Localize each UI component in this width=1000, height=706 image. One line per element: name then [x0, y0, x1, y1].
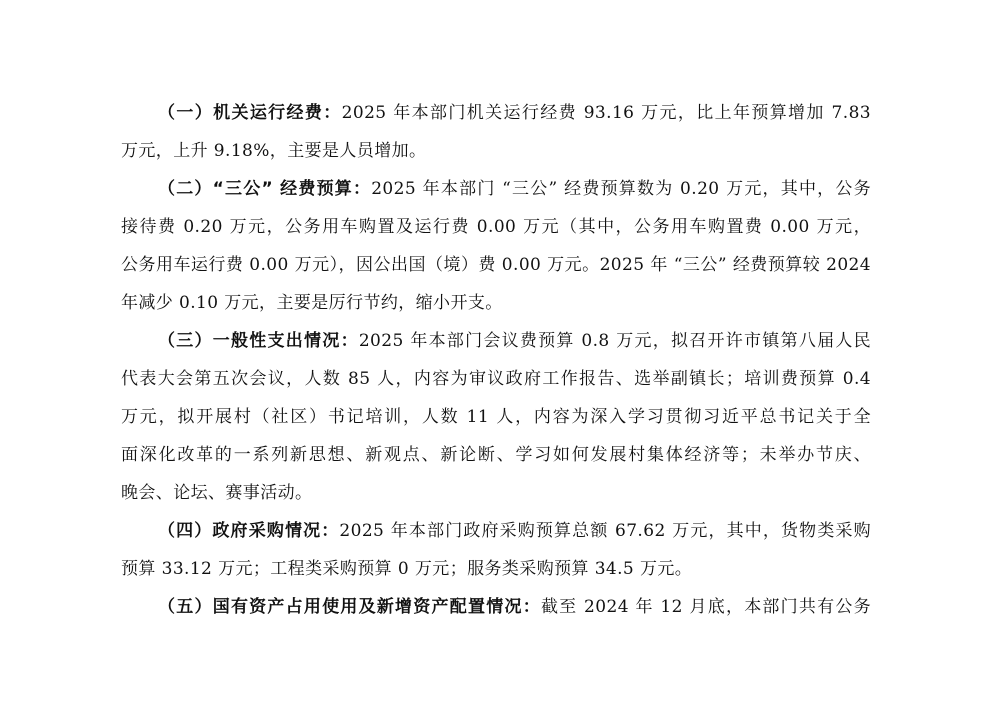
paragraph-1-line-2: 万元，上升 9.18%，主要是人员增加。	[121, 141, 427, 161]
paragraph-3-line-2: 代表大会第五次会议，人数 85 人，内容为审议政府工作报告、选举副镇长；培训费预算 0.4	[121, 369, 871, 389]
paragraph-2-line-2: 接待费 0.20 万元，公务用车购置及运行费 0.00 万元（其中，公务用车购置费 0.00 万元，	[121, 217, 871, 237]
paragraph-2-text: 2025 年本部门 “三公” 经费预算数为 0.20 万元，其中，公务	[371, 179, 871, 199]
paragraph-3-line-1	[158, 329, 871, 353]
paragraph-4-heading: （四）政府采购情况：	[158, 521, 340, 541]
paragraph-5-line-1	[158, 595, 871, 619]
paragraph-4-text: 2025 年本部门政府采购预算总额 67.62 万元，其中，货物类采购	[339, 521, 871, 541]
paragraph-3-line-3: 万元，拟开展村（社区）书记培训，人数 11 人，内容为深入学习贯彻习近平总书记关于全	[121, 407, 871, 427]
paragraph-3-line-5: 晚会、论坛、赛事活动。	[121, 483, 313, 503]
paragraph-1-heading: （一）机关运行经费：	[158, 103, 342, 123]
paragraph-4-line-2: 预算 33.12 万元；工程类采购预算 0 万元；服务类采购预算 34.5 万元。	[121, 559, 693, 579]
paragraph-2-line-3: 公务用车运行费 0.00 万元），因公出国（境）费 0.00 万元。2025 年 “三公” 经费预算较 2024	[121, 255, 871, 275]
paragraph-2-line-4: 年减少 0.10 万元，主要是厉行节约，缩小开支。	[121, 293, 503, 313]
paragraph-4-line-1	[158, 519, 871, 543]
paragraph-2-heading: （二）“三公” 经费预算：	[158, 179, 372, 199]
paragraph-3-text: 2025 年本部门会议费预算 0.8 万元，拟召开许市镇第八届人民	[358, 331, 871, 351]
paragraph-1-text: 2025 年本部门机关运行经费 93.16 万元，比上年预算增加 7.83	[341, 103, 872, 123]
paragraph-5-heading: （五）国有资产占用使用及新增资产配置情况：	[158, 597, 541, 617]
paragraph-3-heading: （三）一般性支出情况：	[158, 331, 359, 351]
paragraph-3-line-4: 面深化改革的一系列新思想、新观点、新论断、学习如何发展村集体经济等；未举办节庆、	[121, 445, 871, 465]
paragraph-2-line-1	[158, 177, 871, 201]
paragraph-5-text: 截至 2024 年 12 月底，本部门共有公务	[540, 597, 871, 617]
paragraph-1-line-1	[158, 101, 871, 125]
